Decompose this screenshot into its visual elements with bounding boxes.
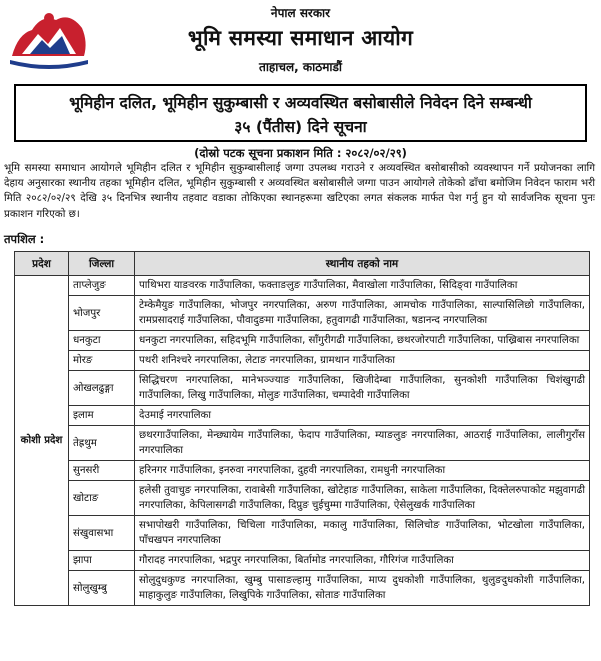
table-row <box>15 371 590 406</box>
local-levels-cell: हलेसी तुवाचुङ नगरपालिका, रावाबेसी गाउँपालिका, खोटेहाङ गाउँपालिका, साकेला गाउँपालिका, दिक्तेलरुपाकोट मझुवागढी नगरपालिका, केपिलासगढी गाउँपालिका, दिप्रुङ चुईचुम्मा गाउँपालिका, ऐसेलुखर्क गाउँपालिका <box>135 481 590 516</box>
local-levels-cell: सिद्धिचरण नगरपालिका, मानेभञ्ज्याङ गाउँपालिका, खिजीदेम्बा गाउँपालिका, सुनकोशी गाउँपालिका चिशंखुगढी गाउँपालिका, लिखु गाउँपालिका, मोलुङ गाउँपालिका, चम्पादेवी गाउँपालिका <box>135 371 590 406</box>
header-province: प्रदेश <box>15 252 69 276</box>
header-local-levels: स्थानीय तहको नाम <box>135 252 590 276</box>
table-row <box>15 481 590 516</box>
local-levels-cell: सोलुदुधकुण्ड नगरपालिका, खुम्बु पासाङल्हामु गाउँपालिका, माप्य दुधकोशी गाउँपालिका, थुलुङदुधकोशी गाउँपालिका, माहाकुलुङ गाउँपालिका, लिखुपिके गाउँपालिका, सोताङ गाउँपालिका <box>135 571 590 606</box>
table-row <box>15 551 590 571</box>
table-row <box>15 516 590 551</box>
district-cell: सोलुखुम्बु <box>69 571 135 606</box>
district-cell: झापा <box>69 551 135 571</box>
header-district: जिल्ला <box>69 252 135 276</box>
table-header-row <box>15 252 590 276</box>
letterhead <box>0 0 601 80</box>
publication-date: (दोस्रो पटक सूचना प्रकाशन मिति : २०८२/०२/२९) <box>194 146 407 160</box>
table-row <box>15 461 590 481</box>
local-levels-cell: छथरगाउँपालिका, मेन्छ्यायेम गाउँपालिका, फेदाप गाउँपालिका, म्याङलुङ नगरपालिका, आठराई गाउँपालिका, लालीगुराँस नगरपालिका <box>135 426 590 461</box>
district-cell: संखुवासभा <box>69 516 135 551</box>
table-row <box>15 406 590 426</box>
district-cell: भोजपुर <box>69 296 135 331</box>
local-levels-table <box>14 251 590 606</box>
district-cell: खोटाङ <box>69 481 135 516</box>
district-cell: धनकुटा <box>69 331 135 351</box>
notice-body: भूमि समस्या समाधान आयोगले भूमिहीन दलित र भूमिहीन सुकुम्बासीलाई जग्गा उपलब्ध गराउने र अव्यवस्थित बसोबासीको व्यवस्थापन गर्ने प्रयोजनका लागि देहाय अनुसारका स्थानीय तहका भूमिहीन दलित, भूमिहीन सुकुम्बासी र अव्यवस्थित बसोबासीले जग्गा पाउन आयोगले तोकेको ढाँचा बमोजिम निवेदन फाराम भरी मिति २०८२/०२/२९ देखि ३५ दिनभित्र स्थानीय तहवाट वडाका तोकिएका स्थानहरूमा खटिएका लगत संकलक मार्फत पेश गर्नु हुन यो सार्वजनिक सूचना पुनः प्रकाशन गरिएको छ। <box>4 162 595 220</box>
local-levels-cell: हरिनगर गाउँपालिका, इनरुवा नगरपालिका, दुहवी नगरपालिका, रामधुनी नगरपालिका <box>135 461 590 481</box>
organization-name: भूमि समस्या समाधान आयोग <box>187 26 414 50</box>
organization-address: ताहाचल, काठमाडौं <box>258 60 343 74</box>
local-levels-cell: टेम्केमैयुङ गाउँपालिका, भोजपुर नगरपालिका, अरुण गाउँपालिका, आमचोक गाउँपालिका, साल्पासिलिछो गाउँपालिका, रामप्रसादराई गाउँपालिका, पौवादुङमा गाउँपालिका, हतुवागढी गाउँपालिका, षडानन्द नगरपालिका <box>135 296 590 331</box>
district-cell: मोरङ <box>69 351 135 371</box>
notice-title-box <box>14 84 587 142</box>
table-row <box>15 351 590 371</box>
local-levels-cell: देउमाई नगरपालिका <box>135 406 590 426</box>
local-levels-cell: धनकुटा नगरपालिका, सहिदभूमि गाउँपालिका, साँगुरीगढी गाउँपालिका, छथरजोरपाटी गाउँपालिका, पाख्रिबास नगरपालिका <box>135 331 590 351</box>
notice-title-line2: ३५ (पैंतीस) दिने सूचना <box>234 118 367 136</box>
details-label: तपशिल : <box>4 232 45 246</box>
local-levels-cell: सभापोखरी गाउँपालिका, चिचिला गाउँपालिका, मकालु गाउँपालिका, सिलिचोङ गाउँपालिका, भोटखोला गाउँपालिका, पाँचखपन नगरपालिका <box>135 516 590 551</box>
notice-title-line1: भूमिहीन दलित, भूमिहीन सुकुम्बासी र अव्यवस्थित बसोबासीले निवेदन दिने सम्बन्धी <box>69 94 532 112</box>
table-row <box>15 426 590 461</box>
table-row <box>15 276 590 296</box>
province-cell: कोशी प्रदेश <box>15 276 69 606</box>
district-cell: इलाम <box>69 406 135 426</box>
local-levels-cell: पथरी शनिश्चरे नगरपालिका, लेटाङ नगरपालिका, ग्रामथान गाउँपालिका <box>135 351 590 371</box>
table-row <box>15 296 590 331</box>
table-row <box>15 571 590 606</box>
table-row <box>15 331 590 351</box>
local-levels-cell: गौरादह नगरपालिका, भद्रपुर नगरपालिका, बिर्तामोड नगरपालिका, गौरिगंज गाउँपालिका <box>135 551 590 571</box>
district-cell: ताप्लेजुङ <box>69 276 135 296</box>
district-cell: तेह्रथुम <box>69 426 135 461</box>
district-cell: ओखलढुङ्गा <box>69 371 135 406</box>
government-name: नेपाल सरकार <box>270 6 331 20</box>
district-cell: सुनसरी <box>69 461 135 481</box>
local-levels-cell: पाथिभरा याङवरक गाउँपालिका, फक्ताङलुङ गाउँपालिका, मैवाखोला गाउँपालिका, सिदिङ्वा गाउँपालिका <box>135 276 590 296</box>
